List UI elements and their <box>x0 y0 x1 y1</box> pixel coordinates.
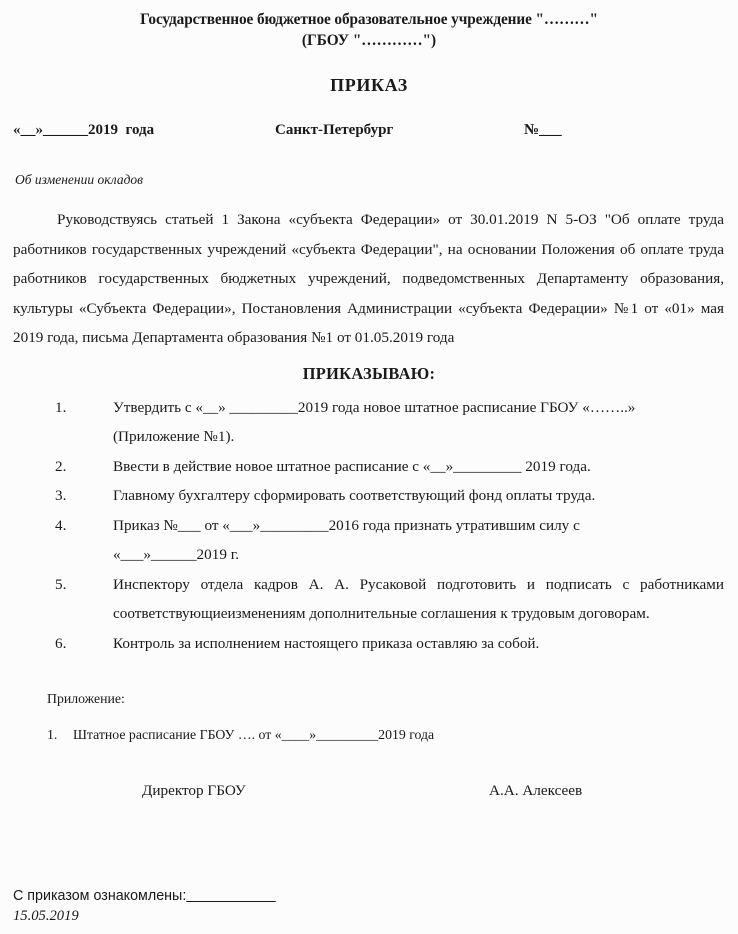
order-item-text: Приказ №___ от «___»_________2016 года признать утратившим силу с <box>113 516 580 534</box>
appendix-item-text: Штатное расписание ГБОУ …. от «____»_________2019 года <box>73 727 435 742</box>
document-type-title: ПРИКАЗ <box>330 75 408 95</box>
date-close-quote: » <box>35 122 43 138</box>
appendix-item-number: 1. <box>47 727 58 742</box>
order-item-text: Контроль за исполнением настоящего приказа оставляю за собой. <box>113 634 540 652</box>
organization-name-line2: (ГБОУ "…………") <box>301 32 437 49</box>
organization-name-line1: Государственное бюджетное образовательное учреждение "………" <box>140 11 598 28</box>
order-item-text: Главному бухгалтеру сформировать соответствующий фонд оплаты труда. <box>113 487 596 504</box>
signature-row <box>0 782 738 810</box>
order-item <box>13 570 724 629</box>
date-year: 2019 года <box>88 122 155 138</box>
appendix-title: Приложение: <box>47 691 125 706</box>
order-item-text-continued: «___»______2019 г. <box>113 546 240 563</box>
order-item-number: 4. <box>55 516 67 534</box>
acknowledgement-label: С приказом ознакомлены: <box>13 888 187 904</box>
order-heading: ПРИКАЗЫВАЮ: <box>302 363 436 383</box>
order-item-text: Инспектору отдела кадров А. А. Русаковой подготовить и подписать с работниками соответствующиеизменениям дополнительные соглашения к трудовым договорам. <box>113 575 724 622</box>
document-meta-row <box>0 122 738 148</box>
order-item-number: 3. <box>55 487 67 504</box>
document-footer <box>13 887 276 926</box>
order-item-text: Ввести в действие новое штатное расписание с «__»_________ 2019 года. <box>113 457 591 475</box>
document-date-field <box>13 122 154 139</box>
order-item-number: 6. <box>55 634 67 652</box>
order-item-number: 5. <box>55 575 67 593</box>
document-number-field <box>524 122 562 139</box>
date-month-blank[interactable]: ______ <box>43 122 88 138</box>
acknowledgement-blank[interactable] <box>186 888 275 904</box>
order-item <box>13 452 724 482</box>
order-item-text: Утвердить с «__» _________2019 года новое штатное расписание ГБОУ «……..» <box>113 398 636 416</box>
date-day-blank[interactable]: __ <box>20 122 36 138</box>
order-item <box>13 511 724 570</box>
acknowledgement-line <box>13 887 276 906</box>
order-item-number: 1. <box>55 398 67 416</box>
order-item <box>13 393 724 452</box>
number-label: № <box>524 122 540 138</box>
order-items-list <box>13 393 724 659</box>
footer-date: 15.05.2019 <box>13 908 79 924</box>
order-item <box>13 629 724 659</box>
order-item-number: 2. <box>55 457 67 475</box>
preamble-paragraph: Руководствуясь статьей 1 Закона «субъекта Федерации» от 30.01.2019 N 5-ОЗ "Об оплате труда работников государственных учреждений «субъекта Федерации", на основании Положения об оплате труда работников государственных бюджетных учреждений, подведомственных Департаменту образования, культуры «Субъекта Федерации», Постановления Администрации «субъекта Федерации» №1 от «01» мая 2019 года, письма Департамента образования №1 от 01.05.2019 года <box>13 211 724 346</box>
document-subject: Об изменении окладов <box>15 172 144 187</box>
appendix-item <box>47 724 738 746</box>
document-header <box>0 0 738 96</box>
signatory-name: А.А. Алексеев <box>489 782 583 799</box>
document-city: Санкт-Петербург <box>275 122 394 138</box>
order-item <box>13 481 724 511</box>
number-blank[interactable]: ___ <box>539 122 562 138</box>
order-item-text-continued: (Приложение №1). <box>113 428 235 445</box>
signatory-position: Директор ГБОУ <box>142 782 246 799</box>
date-open-quote: « <box>13 122 21 138</box>
